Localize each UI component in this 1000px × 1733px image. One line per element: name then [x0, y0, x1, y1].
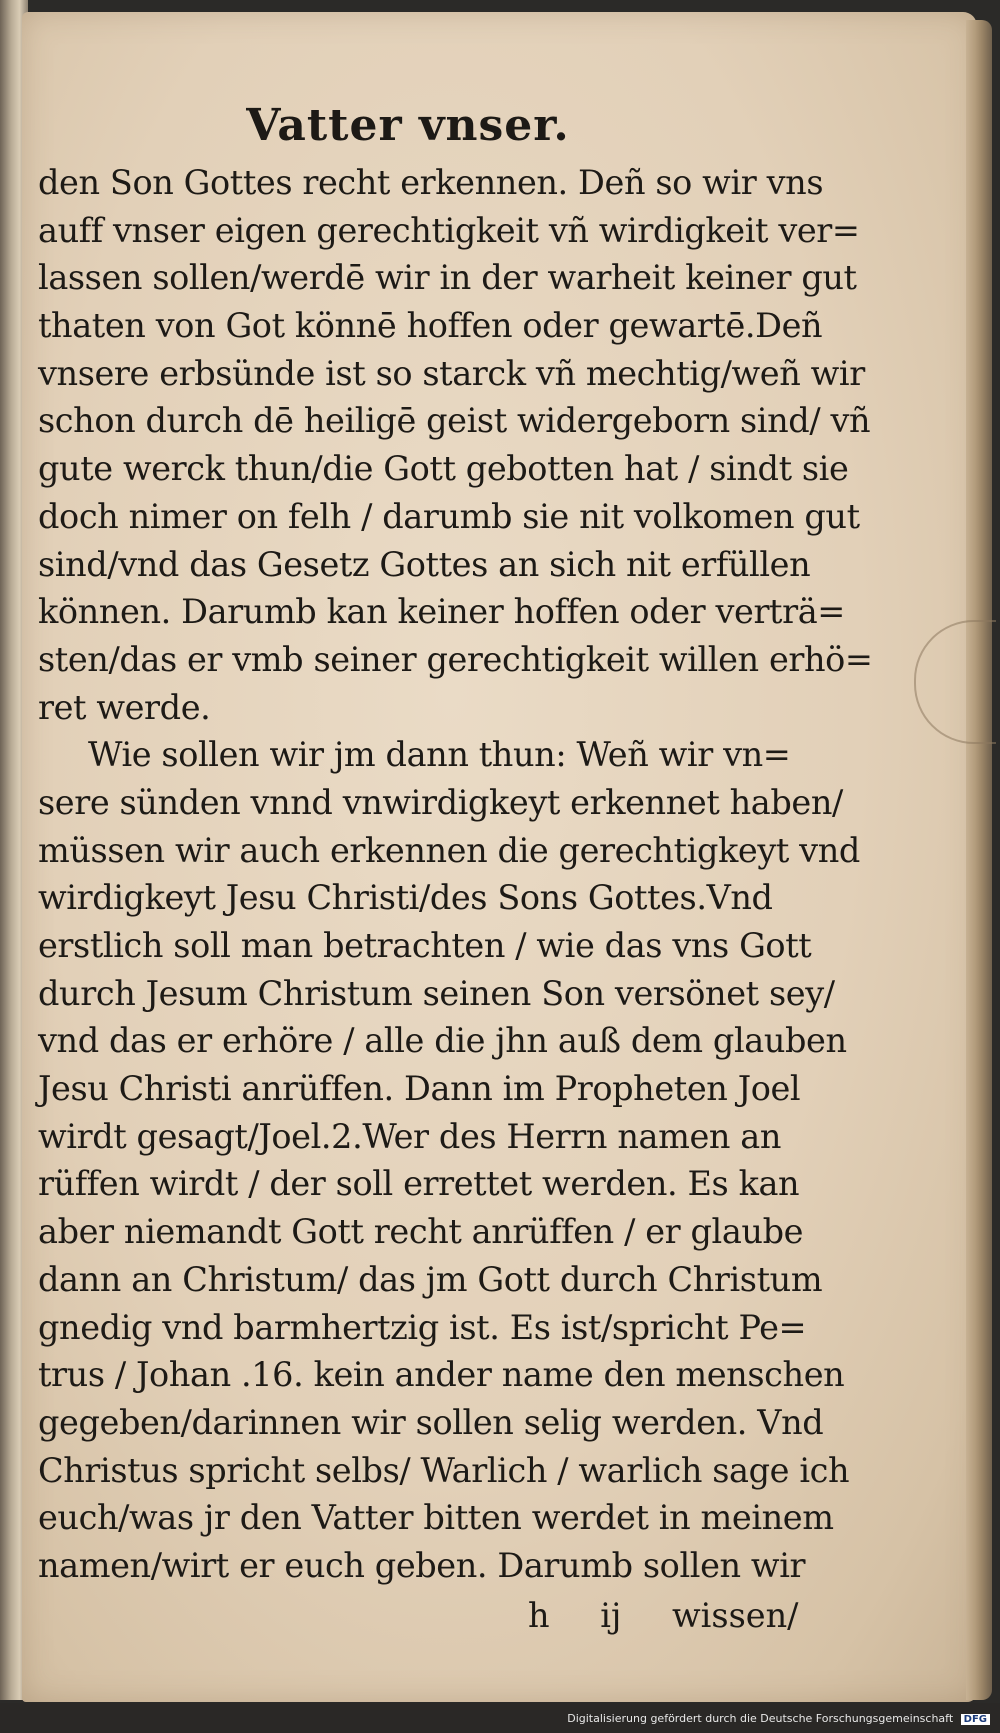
text-line: vnsere erbsünde ist so starck vñ mechtig/weñ wir	[38, 353, 865, 393]
text-line: gute werck thun/die Gott gebotten hat / sindt sie	[38, 449, 849, 489]
text-line: sten/das er vmb seiner gerechtigkeit willen erhö=	[38, 639, 873, 679]
text-line: erstlich soll man betrachten / wie das vns Gott	[38, 926, 812, 965]
text-line: Jesu Christi anrüffen. Dann im Propheten Joel	[38, 1069, 801, 1109]
text-line: namen/wirt er euch geben. Darumb sollen wir	[38, 1545, 806, 1585]
page-heading: Vatter vnser.	[246, 100, 570, 151]
printed-text-block	[38, 100, 873, 1639]
text-line: Christus spricht selbs/ Warlich / warlich sage ich	[38, 1450, 850, 1490]
text-line: rüffen wirdt / der soll errettet werden. Es kan	[38, 1164, 800, 1204]
text-line: gegeben/darinnen wir sollen selig werden. Vnd	[38, 1402, 824, 1442]
text-line: können. Darumb kan keiner hoffen oder verträ=	[38, 592, 845, 632]
text-line: durch Jesum Christum seinen Son versönet sey/	[38, 973, 835, 1013]
footer-bar	[0, 1703, 1000, 1733]
text-line: lassen sollen/werdē wir in der warheit keiner gut	[38, 258, 857, 298]
signature-number: ij	[600, 1595, 622, 1635]
catchword-line	[38, 1592, 799, 1640]
text-line: ret werde.	[38, 687, 211, 727]
text-line: sind/vnd das Gesetz Gottes an sich nit erfüllen	[38, 544, 811, 584]
credit-text: Digitalisierung gefördert durch die Deutsche Forschungsgemeinschaft	[567, 1712, 954, 1725]
text-line: gnedig vnd barmhertzig ist. Es ist/spricht Pe=	[38, 1307, 807, 1347]
text-line: wirdigkeyt Jesu Christi/des Sons Gottes.Vnd	[38, 878, 773, 918]
page-stack-edge	[966, 20, 992, 1700]
text-line: wirdt gesagt/Joel.2.Wer des Herrn namen an	[38, 1116, 782, 1156]
dfg-logo: DFG	[961, 1714, 990, 1725]
text-line: sere sünden vnnd vnwirdigkeyt erkennet haben/	[38, 782, 843, 822]
text-line: trus / Johan .16. kein ander name den menschen	[38, 1355, 845, 1395]
digitization-credit	[567, 1712, 990, 1725]
text-line: euch/was jr den Vatter bitten werdet in meinem	[38, 1498, 834, 1538]
text-line: dann an Christum/ das jm Gott durch Christum	[38, 1259, 823, 1299]
text-lines	[38, 159, 873, 1590]
text-line: müssen wir auch erkennen die gerechtigkeyt vnd	[38, 830, 860, 870]
text-line: schon durch dē heiligē geist widergeborn sind/ vñ	[38, 401, 871, 441]
text-line: thaten von Got könnē hoffen oder gewartē.Deñ	[38, 306, 823, 346]
text-line: Wie sollen wir jm dann thun: Weñ wir vn=	[88, 735, 791, 775]
catchword: wissen/	[672, 1595, 799, 1635]
text-line: doch nimer on felh / darumb sie nit volkomen gut	[38, 496, 860, 536]
text-line: vnd das er erhöre / alle die jhn auß dem glauben	[38, 1021, 847, 1061]
text-line: den Son Gottes recht erkennen. Deñ so wir vns	[38, 163, 824, 202]
signature-mark: h	[528, 1595, 550, 1635]
text-line: aber niemandt Gott recht anrüffen / er glaube	[38, 1212, 804, 1252]
text-line: auff vnser eigen gerechtigkeit vñ wirdigkeit ver=	[38, 210, 860, 250]
